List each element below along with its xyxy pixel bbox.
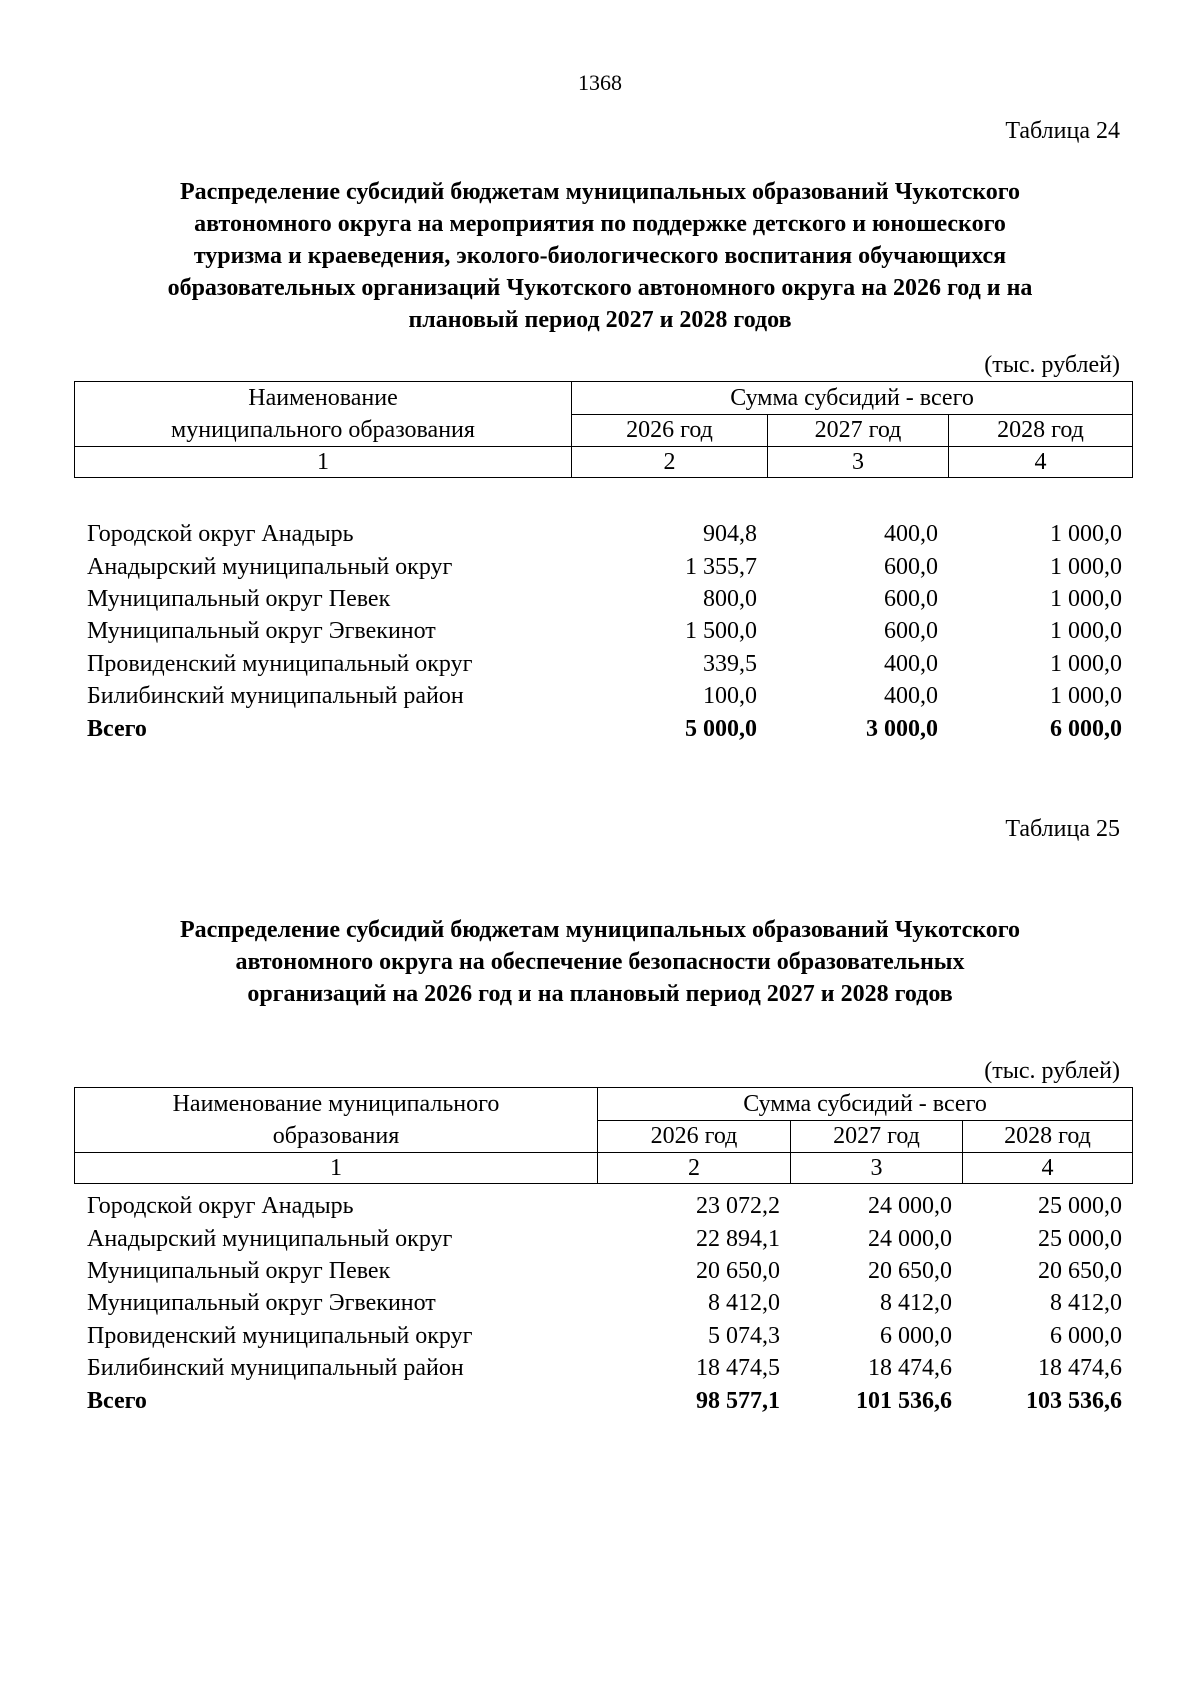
value-2026: 1 355,7 [685, 553, 757, 580]
header-year-2027: 2027 год [768, 414, 949, 447]
value-2028: 25 000,0 [1038, 1225, 1122, 1252]
value-2026: 904,8 [703, 521, 757, 548]
value-2026: 20 650,0 [696, 1257, 780, 1284]
value-2027: 24 000,0 [868, 1193, 952, 1220]
table-body [74, 518, 1132, 745]
row-name: Анадырский муниципальный округ [87, 1225, 453, 1252]
column-number: 2 [572, 447, 768, 478]
row-name: Анадырский муниципальный округ [87, 553, 453, 580]
value-2028: 1 000,0 [1050, 521, 1122, 548]
title-line: образовательных организаций Чукотского автономного округа на 2026 год и на [167, 275, 1033, 301]
unit-label: (тыс. рублей) [984, 1058, 1120, 1084]
column-number: 1 [75, 447, 572, 478]
header-year-2026: 2026 год [598, 1120, 791, 1153]
table-row [74, 615, 1132, 647]
value-2027: 600,0 [884, 553, 938, 580]
header-year-2028: 2028 год [963, 1120, 1133, 1153]
total-2026: 5 000,0 [685, 715, 757, 742]
table-title [80, 914, 1120, 1010]
table-header [74, 381, 1133, 478]
total-row [74, 712, 1132, 744]
header-year-2028: 2028 год [949, 414, 1133, 447]
header-name-line: Наименование муниципального [172, 1091, 500, 1117]
value-2027: 20 650,0 [868, 1257, 952, 1284]
title-line: организаций на 2026 год и на плановый период 2027 и 2028 годов [247, 981, 953, 1007]
header-sum-column: Сумма субсидий - всего [598, 1088, 1133, 1121]
row-name: Городской округ Анадырь [87, 521, 354, 548]
total-2027: 3 000,0 [866, 715, 938, 742]
value-2026: 5 074,3 [708, 1322, 780, 1349]
row-name: Билибинский муниципальный район [87, 683, 464, 710]
header-name-line: муниципального образования [171, 417, 475, 443]
title-line: автономного округа на обеспечение безопасности образовательных [235, 949, 965, 975]
header-sum-column: Сумма субсидий - всего [572, 382, 1133, 415]
column-number: 1 [75, 1153, 598, 1184]
row-name: Билибинский муниципальный район [87, 1355, 464, 1382]
value-2027: 6 000,0 [880, 1322, 952, 1349]
value-2028: 1 000,0 [1050, 683, 1122, 710]
value-2027: 600,0 [884, 585, 938, 612]
total-2027: 101 536,6 [856, 1387, 952, 1414]
table-header [74, 1087, 1133, 1184]
table-label: Таблица 25 [1005, 816, 1120, 842]
row-name: Муниципальный округ Певек [87, 1257, 391, 1284]
value-2028: 1 000,0 [1050, 585, 1122, 612]
header-name-column [75, 382, 572, 447]
header-name-line: образования [272, 1123, 400, 1149]
row-name: Муниципальный округ Певек [87, 585, 391, 612]
value-2028: 1 000,0 [1050, 650, 1122, 677]
value-2026: 339,5 [703, 650, 757, 677]
total-label: Всего [87, 715, 147, 742]
row-name: Муниципальный округ Эгвекинот [87, 1290, 436, 1317]
total-2026: 98 577,1 [696, 1387, 780, 1414]
table-row [74, 648, 1132, 680]
value-2028: 1 000,0 [1050, 553, 1122, 580]
value-2027: 400,0 [884, 521, 938, 548]
title-line: автономного округа на мероприятия по поддержке детского и юношеского [194, 211, 1006, 237]
table-row [74, 1287, 1132, 1319]
table-body [74, 1190, 1132, 1417]
value-2026: 100,0 [703, 683, 757, 710]
row-name: Провиденский муниципальный округ [87, 1322, 473, 1349]
value-2026: 800,0 [703, 585, 757, 612]
value-2028: 6 000,0 [1050, 1322, 1122, 1349]
page-number: 1368 [578, 70, 622, 95]
total-2028: 103 536,6 [1026, 1387, 1122, 1414]
unit-label: (тыс. рублей) [984, 352, 1120, 378]
column-number: 4 [963, 1153, 1133, 1184]
value-2027: 24 000,0 [868, 1225, 952, 1252]
table-row [74, 1320, 1132, 1352]
total-label: Всего [87, 1387, 147, 1414]
value-2028: 18 474,6 [1038, 1355, 1122, 1382]
table-label: Таблица 24 [1005, 118, 1120, 144]
value-2026: 8 412,0 [708, 1290, 780, 1317]
value-2028: 20 650,0 [1038, 1257, 1122, 1284]
value-2026: 22 894,1 [696, 1225, 780, 1252]
table-row [74, 550, 1132, 582]
value-2028: 1 000,0 [1050, 618, 1122, 645]
value-2027: 400,0 [884, 683, 938, 710]
title-line: Распределение субсидий бюджетам муниципальных образований Чукотского [179, 917, 1021, 943]
header-name-column [75, 1088, 598, 1153]
title-line: плановый период 2027 и 2028 годов [408, 307, 792, 333]
table-title [80, 176, 1120, 336]
value-2027: 400,0 [884, 650, 938, 677]
row-name: Городской округ Анадырь [87, 1193, 354, 1220]
value-2026: 18 474,5 [696, 1355, 780, 1382]
column-number: 3 [768, 447, 949, 478]
value-2028: 25 000,0 [1038, 1193, 1122, 1220]
value-2027: 18 474,6 [868, 1355, 952, 1382]
row-name: Провиденский муниципальный округ [87, 650, 473, 677]
table-row [74, 680, 1132, 712]
header-name-line: Наименование [248, 385, 398, 411]
column-number: 3 [791, 1153, 963, 1184]
title-line: туризма и краеведения, эколого-биологического воспитания обучающихся [193, 243, 1007, 269]
value-2027: 600,0 [884, 618, 938, 645]
value-2028: 8 412,0 [1050, 1290, 1122, 1317]
header-year-2026: 2026 год [572, 414, 768, 447]
table-row [74, 1222, 1132, 1254]
table-row [74, 1352, 1132, 1384]
total-2028: 6 000,0 [1050, 715, 1122, 742]
column-number: 4 [949, 447, 1133, 478]
value-2026: 1 500,0 [685, 618, 757, 645]
value-2026: 23 072,2 [696, 1193, 780, 1220]
table-row [74, 1190, 1132, 1222]
title-line: Распределение субсидий бюджетам муниципальных образований Чукотского [179, 179, 1021, 205]
header-year-2027: 2027 год [791, 1120, 963, 1153]
table-row [74, 583, 1132, 615]
row-name: Муниципальный округ Эгвекинот [87, 618, 436, 645]
total-row [74, 1384, 1132, 1416]
table-row [74, 518, 1132, 550]
column-number: 2 [598, 1153, 791, 1184]
value-2027: 8 412,0 [880, 1290, 952, 1317]
table-row [74, 1255, 1132, 1287]
